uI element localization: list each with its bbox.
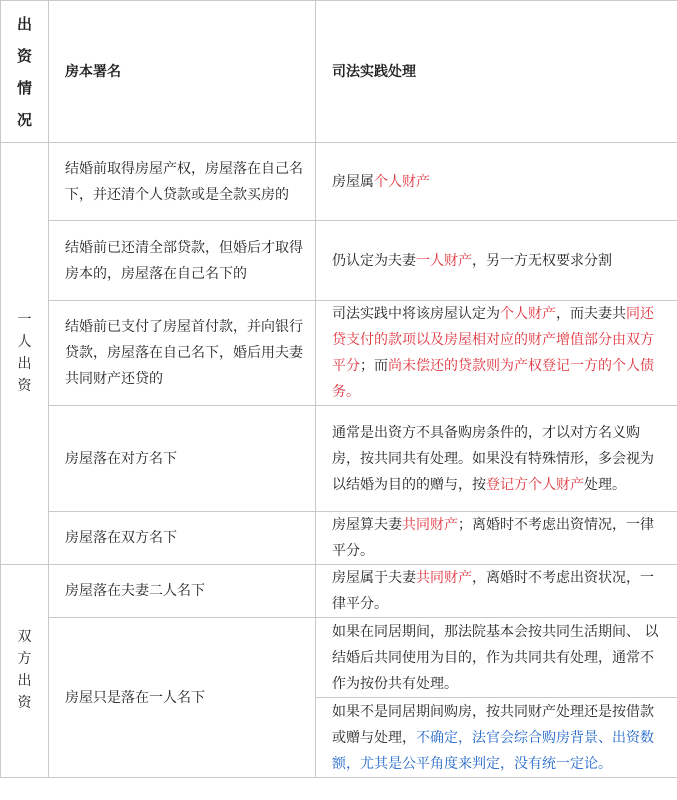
result-cell bbox=[316, 301, 677, 406]
result-fragment: 尚未偿还的贷款则为产权登记一方的个人债务。 bbox=[332, 358, 654, 400]
group-label-cell bbox=[1, 143, 49, 565]
title-holder-cell: 结婚前已还清全部贷款，但婚后才取得房本的，房屋落在自己名下的 bbox=[49, 221, 316, 301]
result-fragment: 司法实践中将该房屋认定为 bbox=[332, 306, 500, 322]
table-row bbox=[1, 565, 677, 618]
result-cell bbox=[316, 698, 677, 778]
result-cell bbox=[316, 406, 677, 512]
result-fragment: 房屋属于夫妻 bbox=[332, 570, 416, 586]
result-fragment: 一人财产 bbox=[416, 252, 472, 269]
result-fragment: 共同财产 bbox=[416, 570, 472, 586]
result-cell bbox=[316, 143, 677, 221]
result-cell bbox=[316, 221, 677, 301]
title-holder-cell: 房屋落在双方名下 bbox=[49, 512, 316, 565]
table-row bbox=[1, 221, 677, 301]
result-fragment: 个人财产 bbox=[500, 306, 556, 322]
header-title-holder: 房本署名 bbox=[49, 1, 316, 143]
title-holder-cell: 房屋落在对方名下 bbox=[49, 406, 316, 512]
result-fragment: 处理。 bbox=[584, 476, 626, 493]
group-label-cell bbox=[1, 565, 49, 778]
result-fragment: ，另一方无权要求分割 bbox=[472, 252, 612, 269]
result-fragment: ；而 bbox=[360, 358, 388, 374]
result-fragment: 个人财产 bbox=[374, 173, 430, 190]
title-holder-cell: 结婚前已支付了房屋首付款，并向银行贷款，房屋落在自己名下，婚后用夫妻共同财产还贷的 bbox=[49, 301, 316, 406]
result-fragment: ；离婚时不考虑出资情况，一律平分。 bbox=[332, 517, 654, 559]
result-fragment: 仍认定为夫妻 bbox=[332, 252, 416, 269]
table-row bbox=[1, 301, 677, 406]
result-fragment: 房屋属 bbox=[332, 173, 374, 190]
result-cell bbox=[316, 565, 677, 618]
result-fragment: 同还贷支付的款项以及房屋相对应的财产增值部分由双方平分 bbox=[332, 306, 654, 374]
result-fragment: ，离婚时不考虑出资状况，一律平分。 bbox=[332, 570, 654, 612]
header-row bbox=[1, 1, 677, 143]
table-row bbox=[1, 618, 677, 698]
result-fragment: 如果不是同居期间购房，按共同财产处理还是按借款或赠与处理， bbox=[332, 703, 654, 746]
header-judicial-practice: 司法实践处理 bbox=[316, 1, 677, 143]
table-row bbox=[1, 143, 677, 221]
result-fragment: 不确定，法官会综合购房背景、出资数额，尤其是公平角度来判定，没有统一定论。 bbox=[332, 729, 654, 772]
result-fragment: 房屋算夫妻 bbox=[332, 517, 402, 533]
header-funding: 出资情况 bbox=[1, 1, 49, 143]
group-label: 一人出资 bbox=[17, 311, 32, 394]
table-row bbox=[1, 512, 677, 565]
title-holder-cell: 房屋落在夫妻二人名下 bbox=[49, 565, 316, 618]
table-row bbox=[1, 406, 677, 512]
title-holder-cell: 结婚前取得房屋产权，房屋落在自己名下，并还清个人贷款或是全款买房的 bbox=[49, 143, 316, 221]
result-cell bbox=[316, 512, 677, 565]
result-cell bbox=[316, 618, 677, 698]
result-fragment: 登记方个人财产 bbox=[486, 476, 584, 493]
group-label: 双方出资 bbox=[17, 629, 32, 711]
result-fragment: 通常是出资方不具备购房条件的，才以对方名义购房，按共同共有处理。如果没有特殊情形，多会视为以结婚为目的的赠与，按 bbox=[332, 424, 654, 493]
title-holder-cell: 房屋只是落在一人名下 bbox=[49, 618, 316, 778]
result-fragment: ，而夫妻共 bbox=[556, 306, 626, 322]
result-fragment: 如果在同居期间，那法院基本会按共同生活期间、 以结婚后共同使用为目的，作为共同共有处理，通常不作为按份共有处理。 bbox=[332, 623, 659, 692]
result-fragment: 共同财产 bbox=[402, 517, 458, 533]
